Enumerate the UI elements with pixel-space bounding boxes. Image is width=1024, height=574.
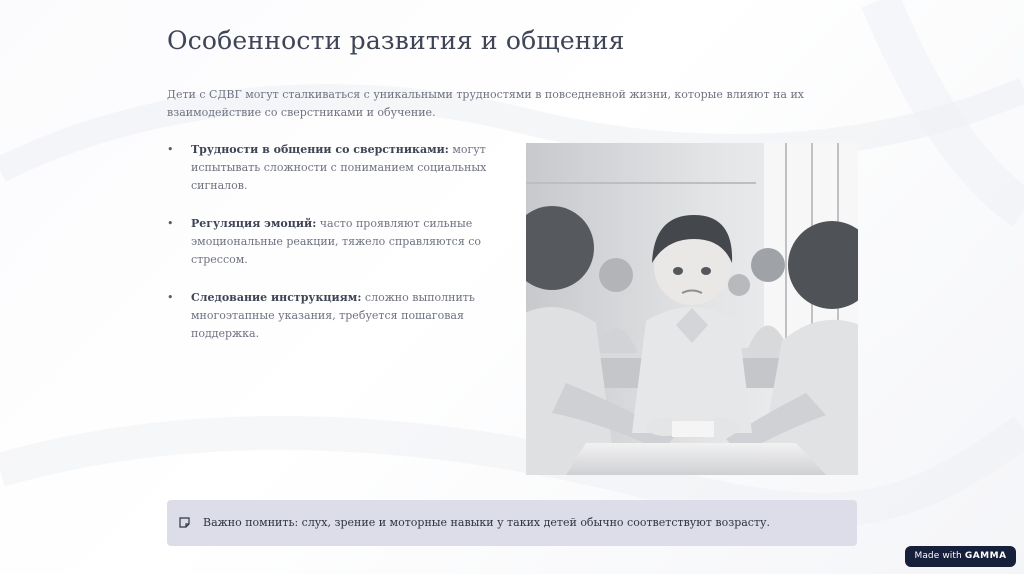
classroom-image: [526, 143, 858, 475]
bullet-item: [167, 141, 507, 195]
bullet-title: Следование инструкциям:: [191, 291, 362, 304]
intro-paragraph: Дети с СДВГ могут сталкиваться с уникальными трудностями в повседневной жизни, которые влияют на их взаимодействие со сверстниками и обучение.: [167, 88, 804, 119]
callout-text: Важно помнить: слух, зрение и моторные навыки у таких детей обычно соответствуют возрасту.: [203, 516, 771, 529]
bullet-text: сложно выполнить многоэтапные указания, требуется пошаговая поддержка.: [191, 291, 475, 340]
bullet-list: [167, 141, 507, 363]
important-callout: [167, 500, 857, 546]
page-title: Особенности развития и общения: [167, 26, 625, 55]
bullet-marker: •: [167, 217, 174, 230]
bullet-item: [167, 289, 507, 343]
made-with-gamma-badge[interactable]: [905, 546, 1016, 567]
note-icon: [179, 517, 190, 528]
bullet-text: могут испытывать сложности с пониманием социальных сигналов.: [191, 143, 487, 192]
bullet-marker: •: [167, 291, 174, 304]
classroom-illustration: [526, 143, 858, 475]
bullet-title: Трудности в общении со сверстниками:: [191, 143, 449, 156]
bullet-marker: •: [167, 143, 174, 156]
badge-brand: GAMMA: [964, 551, 1007, 561]
bullet-title: Регуляция эмоций:: [191, 217, 317, 230]
badge-prefix: Made with: [914, 551, 965, 561]
bullet-text: часто проявляют сильные эмоциональные реакции, тяжело справляются со стрессом.: [191, 217, 482, 266]
bullet-item: [167, 215, 507, 269]
